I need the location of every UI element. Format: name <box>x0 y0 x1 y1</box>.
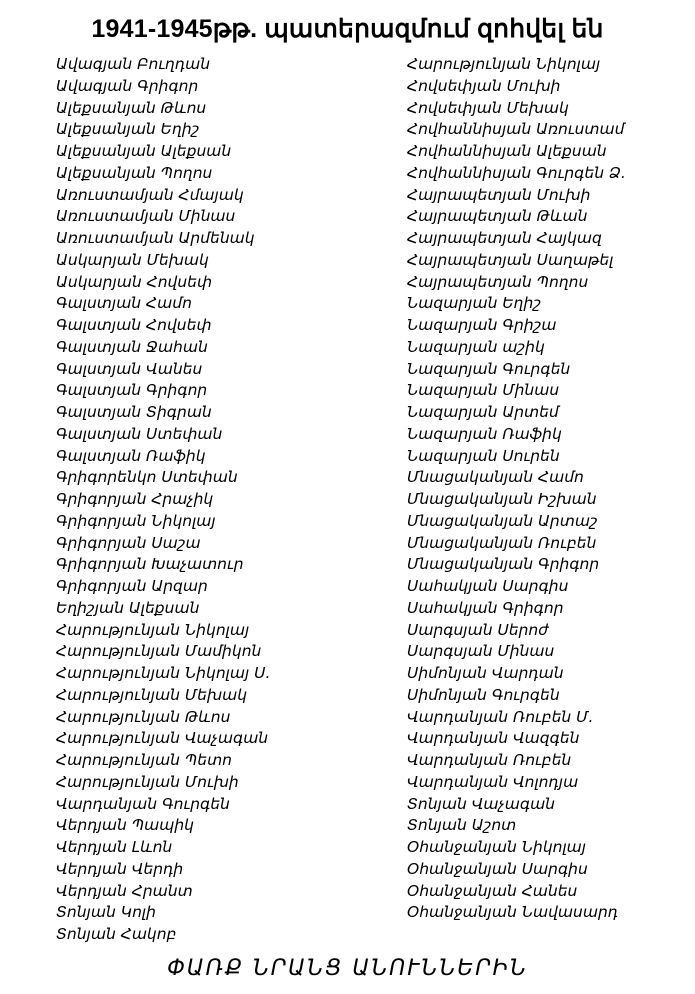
name-entry: Տոնյան Հակոբ <box>56 925 177 943</box>
name-entry: Հովհաննիսյան Գուրգեն Ձ. <box>407 163 626 182</box>
name-entry: Գրիգորյան Հրաչիկ <box>56 490 214 508</box>
name-entry: Վարդանյան Վազգեն <box>407 729 580 748</box>
name-entry: Գրիգորյան Սաշա <box>56 533 201 552</box>
name-entry: Ալեքսանյան Թևոս <box>56 98 207 117</box>
name-entry: Ալեքսանյան Պողոս <box>56 163 213 182</box>
name-entry: Ալեքսանյան Եղիշ <box>56 120 200 139</box>
name-entry: Գալստյան Վանես <box>56 359 203 378</box>
name-entry: Սիմոնյան Վարդան <box>407 664 564 682</box>
name-entry: Սիմոնյան Գուրգեն <box>407 685 560 704</box>
name-entry: Գալստյան Համո <box>56 294 192 313</box>
name-entry: Վարդանյան Ռուբեն Մ. <box>407 707 594 726</box>
name-entry: Հարությունյան Վաչագան <box>56 729 269 748</box>
name-entry: Վերդյան Վերդի <box>56 859 184 878</box>
name-entry: Հարությունյան Նիկոլայ <box>407 55 601 73</box>
name-entry: Գալստյան Ռաֆիկ <box>56 446 206 465</box>
name-entry: Օհանջանյան Հանես <box>407 881 578 900</box>
name-entry: Նազարյան Գրիշա <box>407 316 557 334</box>
name-entry: Հարությունյան Նիկոլայ Ս. <box>56 664 271 682</box>
name-entry: Նազարյան աշիկ <box>407 337 545 356</box>
name-entry: Մնացականյան Գրիգոր <box>407 555 600 574</box>
name-entry: Վարդանյան Գուրգեն <box>56 794 230 813</box>
name-entry: Գրիգորյան Արզար <box>56 577 208 595</box>
name-entry: Մնացականյան Իշխան <box>407 490 597 508</box>
name-entry: Հարությունյան Թևոս <box>56 707 231 726</box>
name-entry: Հայրապետյան Մուխի <box>407 185 591 204</box>
name-entry: Գալստյան Ջահան <box>56 337 208 356</box>
name-entry: Հովսեփյան Մեխակ <box>407 98 569 117</box>
name-entry: Ավագյան Գրիգոր <box>56 76 199 95</box>
name-entry: Սահակյան Գրիգոր <box>407 598 564 617</box>
name-entry: Առուստամյան Մինաս <box>56 207 236 226</box>
name-entry: Վարդանյան Ռուբեն <box>407 751 572 769</box>
name-entry: Սահակյան Սարգիս <box>407 577 569 595</box>
name-entry: Հայրապետյան Հայկազ <box>407 229 602 247</box>
name-entry: Տոնյան Աշոտ <box>407 816 517 835</box>
name-entry: Վերդյան Լևոն <box>56 838 173 856</box>
name-entry: Ասկարյան Հովսեփ <box>56 272 213 291</box>
name-entry: Գրիգորյան Նիկոլայ <box>56 511 216 530</box>
name-entry: Առուստամյան Հմայակ <box>56 185 244 204</box>
name-entry: Նազարյան Եղիշ <box>407 294 542 313</box>
name-entry: Գալստյան Ստեփան <box>56 424 223 443</box>
name-entry: Հարությունյան Մամիկոն <box>56 642 262 661</box>
name-entry: Հայրապետյան Սաղաթել <box>407 250 614 269</box>
name-entry: Ասկարյան Մեխակ <box>56 250 209 269</box>
name-entry: Առուստամյան Արմենակ <box>56 229 255 247</box>
name-entry: Ավագյան Բուղդան <box>56 55 211 73</box>
name-entry: Մնացականյան Համո <box>407 468 584 487</box>
name-entry: Մնացականյան Ռուբեն <box>407 533 597 552</box>
name-entry: Գալստյան Գրիգոր <box>56 381 208 400</box>
name-entry: Գրիգորենկո Ստեփան <box>56 468 238 487</box>
name-entry: Սարգսյան Սերոժ <box>407 620 549 639</box>
name-entry: Օհանջանյան Սարգիս <box>407 859 588 878</box>
name-entry: Վարդանյան Վոլոդյա <box>407 772 579 791</box>
name-entry: Վերդյան Պապիկ <box>56 816 195 835</box>
name-entry: Ալեքսանյան Ալեքսան <box>56 142 232 160</box>
memorial-title: 1941-1945թթ. պատերազմում զոհվել են <box>91 15 604 43</box>
name-entry: Եղիշյան Ալեքսան <box>56 598 200 617</box>
name-entry: Նազարյան Գուրգեն <box>407 359 571 378</box>
name-entry: Սարգսյան Մինաս <box>407 642 555 661</box>
name-entry: Տոնյան Վաչագան <box>407 794 555 813</box>
name-entry: Գրիգորյան Խաչատուր <box>56 555 244 574</box>
name-entry: Հարությունյան Մեխակ <box>56 685 248 704</box>
name-entry: Հարությունյան Մուխի <box>56 772 239 791</box>
name-entry: Նազարյան Սուրեն <box>407 446 560 465</box>
name-entry: Հարությունյան Նիկոլայ <box>56 620 250 639</box>
name-entry: Հովհաննիսյան Առուստամ <box>407 120 625 139</box>
name-entry: Հովհաննիսյան Ալեքսան <box>407 142 607 160</box>
name-entry: Նազարյան Ռաֆիկ <box>407 424 562 443</box>
name-entry: Օհանջանյան Նիկոլայ <box>407 838 587 856</box>
name-entry: Նազարյան Մինաս <box>407 381 560 400</box>
name-entry: Հայրապետյան Թևան <box>407 207 588 226</box>
left-name-column <box>56 54 270 946</box>
memorial-footer: ՓԱՌՔ ՆՐԱՆՑ ԱՆՈՒՆՆԵՐԻՆ <box>167 956 528 981</box>
name-entry: Հարությունյան Պետո <box>56 751 233 769</box>
name-entry: Մնացականյան Արտաշ <box>407 511 598 530</box>
right-name-column <box>407 54 626 924</box>
name-entry: Հովսեփյան Մուխի <box>407 76 561 95</box>
name-entry: Վերդյան Հրանտ <box>56 881 193 900</box>
name-entry: Գալստյան Տիգրան <box>56 403 212 421</box>
name-entry: Տոնյան Կոլի <box>56 903 156 922</box>
name-entry: Նազարյան Արտեմ <box>407 403 559 421</box>
name-entry: Հայրապետյան Պողոս <box>407 272 589 291</box>
name-entry: Օհանջանյան Նավասարդ <box>407 903 619 922</box>
name-entry: Գալստյան Հովսեփ <box>56 316 212 334</box>
